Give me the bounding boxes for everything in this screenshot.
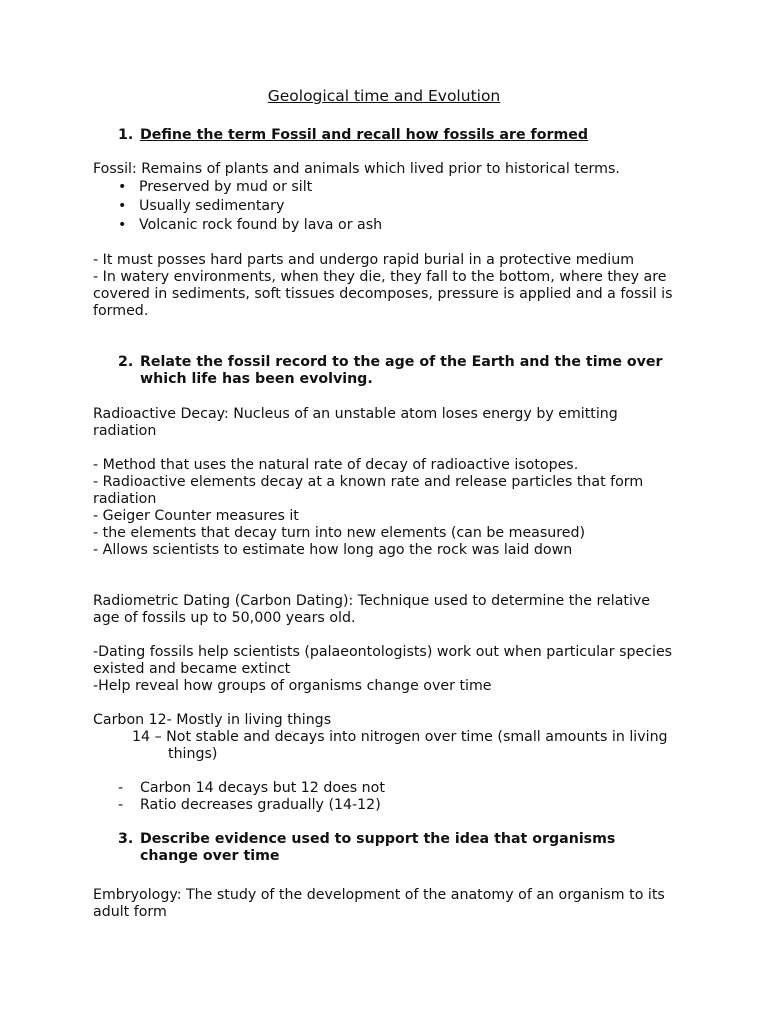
radiometric-dating-definition: Radiometric Dating (Carbon Dating): Technique used to determine the relative age of fossils up to 50,000 years old.: [93, 593, 651, 626]
document-title: Geological time and Evolution: [267, 87, 501, 105]
dating-line: -Dating fossils help scientists (palaeontologists) work out when particular species existed and became extinct: [93, 644, 673, 677]
dash-marker: -: [118, 797, 124, 813]
question-2-text: Relate the fossil record to the age of the Earth and the time over which life has been evolving.: [140, 354, 663, 387]
fossil-definition: Fossil: Remains of plants and animals which lived prior to historical terms.: [93, 161, 620, 177]
dating-notes: [93, 644, 676, 695]
formation-line: - It must posses hard parts and undergo rapid burial in a protective medium: [93, 252, 635, 268]
carbon-dash-list: [118, 780, 676, 814]
decay-line: - Radioactive elements decay at a known rate and release particles that form radiation: [93, 474, 644, 507]
list-item: • Volcanic rock found by lava or ash: [118, 217, 383, 233]
embryology-definition: Embryology: The study of the development of the anatomy of an organism to its adult form: [93, 887, 665, 920]
bullet-marker: •: [118, 217, 127, 233]
fossil-formation-notes: [93, 252, 676, 320]
question-1-heading: [118, 127, 676, 144]
question-1-text: Define the term Fossil and recall how fossils are formed: [140, 127, 589, 143]
dash-marker: -: [118, 780, 124, 796]
question-3-text: Describe evidence used to support the idea that organisms change over time: [140, 831, 616, 864]
list-item: - Ratio decreases gradually (14-12): [118, 797, 381, 813]
list-item: - Carbon 14 decays but 12 does not: [118, 780, 385, 796]
bullet-marker: •: [118, 198, 127, 214]
radioactive-decay-definition: Radioactive Decay: Nucleus of an unstable atom loses energy by emitting radiation: [93, 406, 618, 439]
question-3-number: 3.: [118, 831, 134, 847]
decay-notes: [93, 457, 676, 559]
bullet-marker: •: [118, 179, 127, 195]
list-item: • Usually sedimentary: [118, 198, 285, 214]
decay-line: - Method that uses the natural rate of decay of radioactive isotopes.: [93, 457, 579, 473]
question-1-number: 1.: [118, 127, 134, 143]
carbon-12-note: Carbon 12- Mostly in living things: [93, 712, 332, 728]
decay-line: - the elements that decay turn into new elements (can be measured): [93, 525, 586, 541]
fossil-bullet-list: [118, 179, 676, 236]
formation-line: - In watery environments, when they die, they fall to the bottom, where they are covered in sediments, soft tissues decomposes, pressure is applied and a fossil is formed.: [93, 269, 673, 319]
question-2-number: 2.: [118, 354, 134, 370]
dating-line: -Help reveal how groups of organisms change over time: [93, 678, 492, 694]
question-2-heading: [118, 354, 676, 388]
list-item: • Preserved by mud or silt: [118, 179, 313, 195]
carbon-14-note: 14 – Not stable and decays into nitrogen over time (small amounts in living things): [132, 729, 668, 762]
decay-line: - Geiger Counter measures it: [93, 508, 299, 524]
decay-line: - Allows scientists to estimate how long ago the rock was laid down: [93, 542, 573, 558]
question-3-heading: [118, 831, 676, 865]
